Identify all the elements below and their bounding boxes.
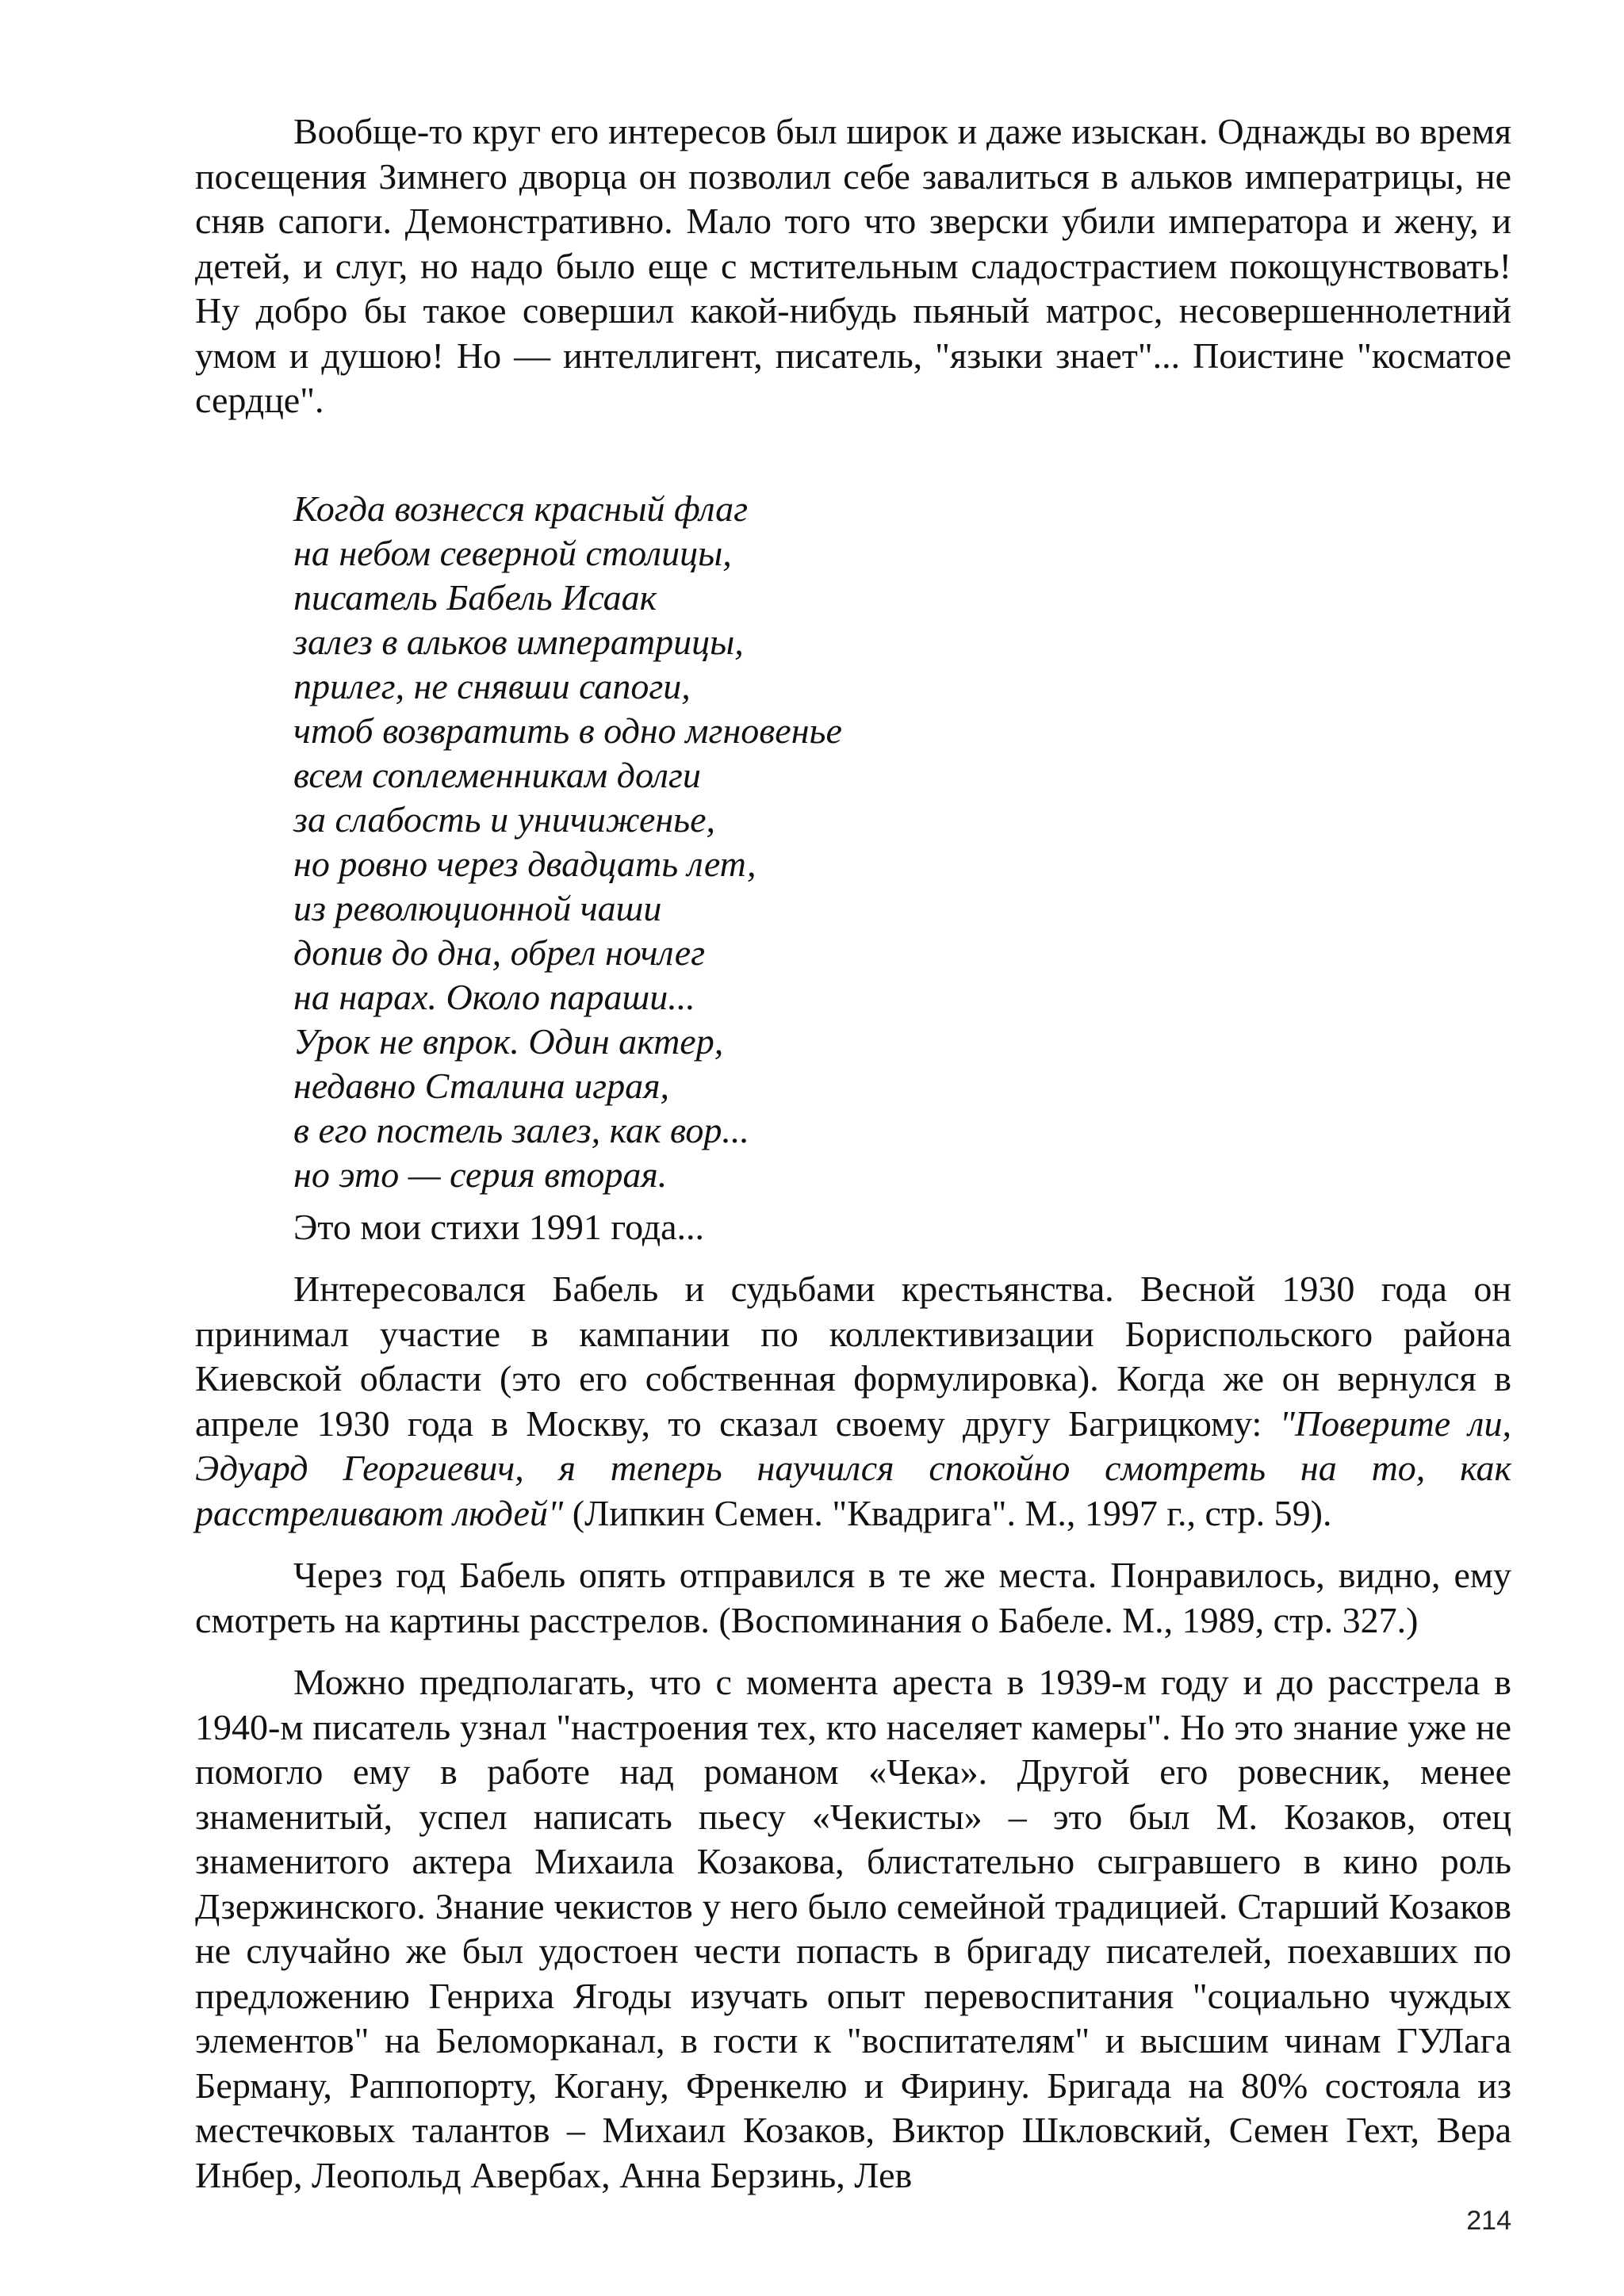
poem-line: из революционной чаши bbox=[293, 887, 662, 928]
poem-line: чтоб возвратить в одно мгновенье bbox=[293, 710, 842, 751]
poem-line: писатель Бабель Исаак bbox=[293, 576, 657, 618]
paragraph-3: Через год Бабель опять отправился в те же места. Понравилось, видно, ему смотреть на картины расстрелов. (Воспоминания о Бабеле. М., 1989, стр. 327.) bbox=[195, 1555, 1511, 1640]
poem-line: за слабость и уничиженье, bbox=[293, 798, 716, 840]
poem-line: но это — серия вторая. bbox=[293, 1154, 668, 1195]
poem-line: допив до дна, обрел ночлег bbox=[293, 932, 706, 973]
document-page bbox=[195, 109, 1511, 2198]
paragraph-2 bbox=[195, 1267, 1511, 1536]
poem-line: Урок не впрок. Один актер, bbox=[293, 1020, 724, 1062]
poem-line: на нарах. Около параши... bbox=[293, 976, 695, 1017]
poem-line: прилег, не снявши сапоги, bbox=[293, 665, 691, 706]
poem-line: Когда вознесся красный флаг bbox=[293, 488, 749, 529]
poem-line: в его постель залез, как вор... bbox=[293, 1109, 749, 1150]
paragraph-1: Вообще-то круг его интересов был широк и даже изыскан. Однажды во время посещения Зимнего дворца он позволил себе завалиться в альков императрицы, не сняв сапоги. Демонстративно. Мало того что зверски убили императора и жену, и детей, и слуг, но надо было еще с мстительным сладострастием покощунствовать! Ну добро бы такое совершил какой-нибудь пьяный матрос, несовершеннолетний умом и душою! Но — интеллигент, писатель, "языки знает"... Поистине "косматое сердце". bbox=[195, 111, 1511, 420]
poem-line: на небом северной столицы, bbox=[293, 532, 732, 573]
poem-note: Это мои стихи 1991 года... bbox=[293, 1206, 705, 1247]
paragraph-2-text-end: (Липкин Семен. "Квадрига". М., 1997 г., стр. 59). bbox=[563, 1492, 1332, 1533]
paragraph-2-text-start: Интересовался Бабель и судьбами крестьянства. Весной 1930 года он принимал участие в кампании по коллективизации Бориспольского района Киевской области (это его собственная формулировка). Когда же он вернулся в апреле 1930 года в Москву, то сказал своему другу Багрицкому: bbox=[195, 1269, 1511, 1444]
poem-line: но ровно через двадцать лет, bbox=[293, 843, 756, 884]
poem-line: залез в альков императрицы, bbox=[293, 621, 744, 662]
paragraph-4: Можно предполагать, что с момента ареста в 1939-м году и до расстрела в 1940-м писатель узнал "настроения тех, кто населяет камеры". Но это знание уже не помогло ему в работе над романом «Чека». Другой его ровесник, менее знаменитый, успел написать пьесу «Чекисты» – это был М. Козаков, отец знаменитого актера Михаила Козакова, блистательно сыгравшего в кино роль Дзержинского. Знание чекистов у него было семейной традицией. Старший Козаков не случайно же был удостоен чести попасть в бригаду писателей, поехавших по предложению Генриха Ягоды изучать опыт перевоспитания "социально чуждых элементов" на Беломорканал, в гости к "воспитателям" и высшим чинам ГУЛага Берману, Раппопорту, Когану, Френкелю и Фирину. Бригада на 80% состояла из местечковых талантов – Михаил Козаков, Виктор Шкловский, Семен Гехт, Вера Инбер, Леопольд Авербах, Анна Берзинь, Лев bbox=[195, 1662, 1511, 2195]
poem bbox=[293, 487, 1511, 1197]
paragraph-2-quote: "Поверите ли, Эдуард Георгиевич, я теперь научился спокойно смотреть на то, как расстреливают людей" bbox=[195, 1402, 1511, 1533]
poem-line: недавно Сталина играя, bbox=[293, 1065, 669, 1106]
poem-line: всем соплеменникам долги bbox=[293, 754, 701, 795]
page-number: 214 bbox=[1466, 2206, 1511, 2236]
